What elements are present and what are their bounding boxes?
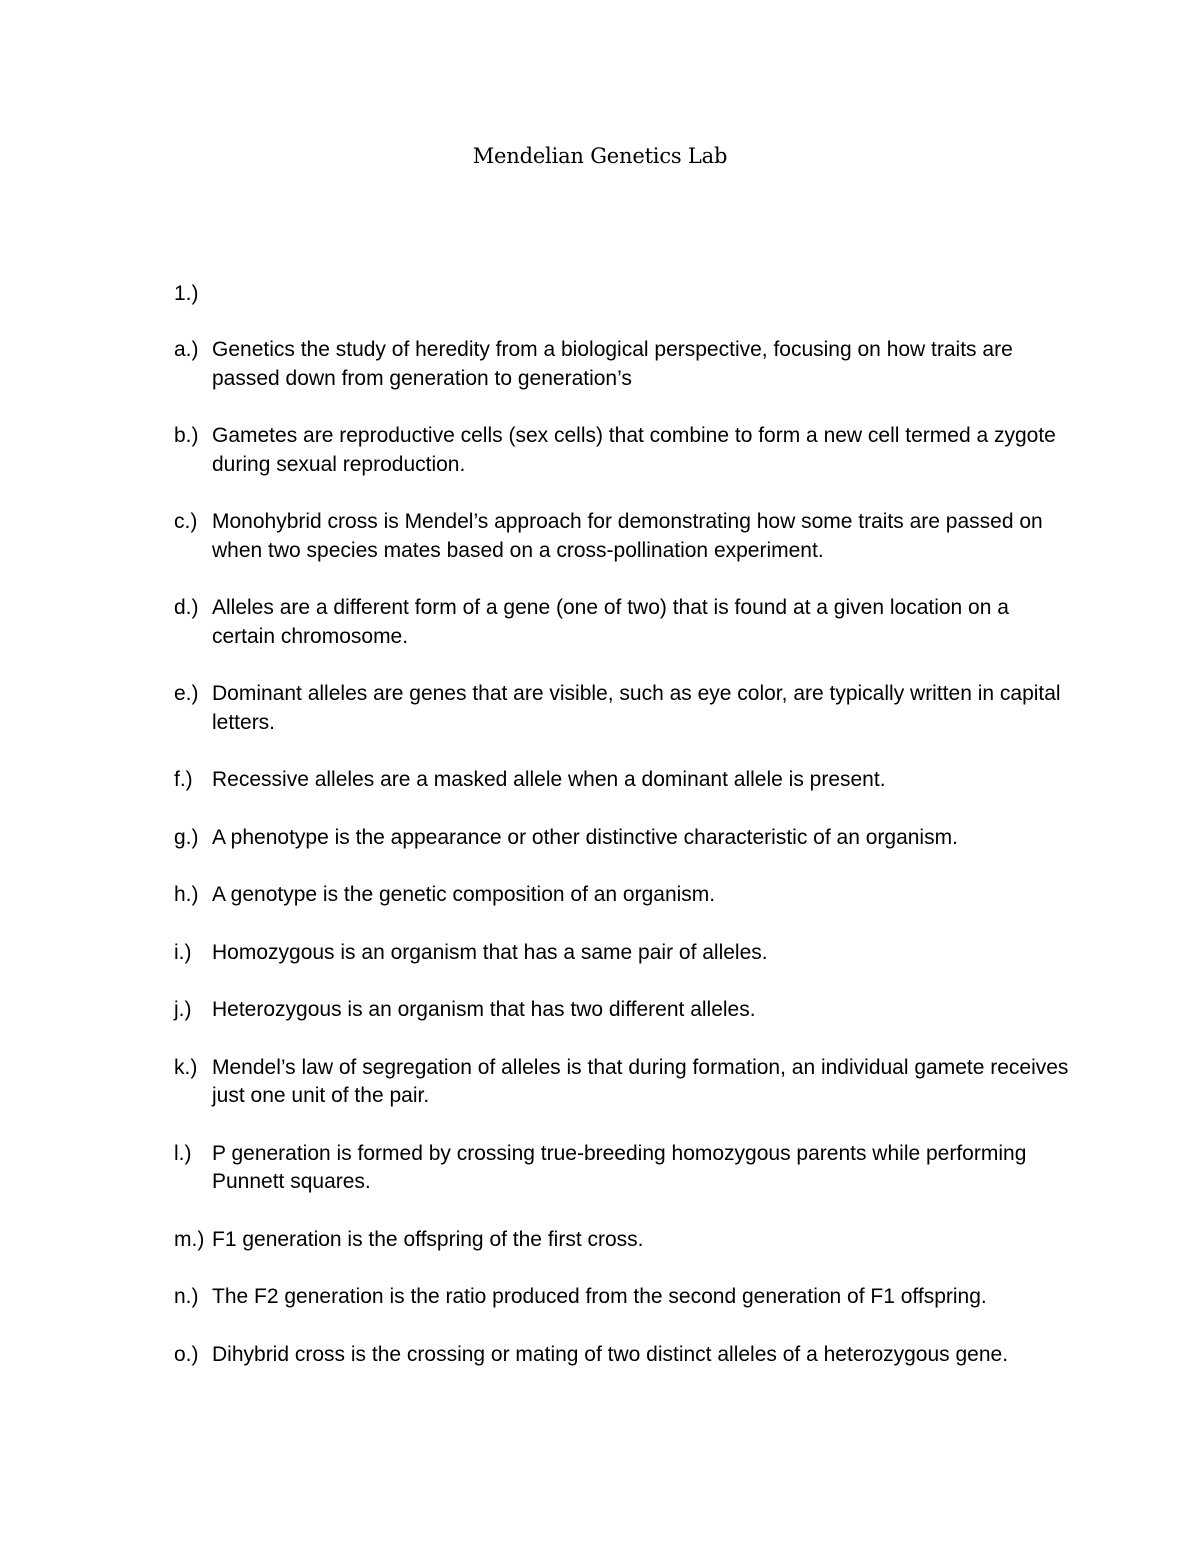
list-item [174,939,1074,968]
item-text: Recessive alleles are a masked allele when a dominant allele is present. [212,768,886,791]
item-text: A genotype is the genetic composition of an organism. [212,883,716,906]
item-marker: e.) [174,682,199,705]
list-item [174,508,1074,565]
item-marker: k.) [174,1055,198,1079]
item-text: Gametes are reproductive cells (sex cells) that combine to form a new cell termed a zygote during sexual reproduction. [212,424,1056,476]
list-item [174,594,1074,651]
item-marker: g.) [174,825,199,849]
item-marker: c.) [174,510,198,533]
item-text: Mendel’s law of segregation of alleles is that during formation, an individual gamete receives just one unit of the pair. [212,1055,1069,1107]
item-text: Homozygous is an organism that has a same pair of alleles. [212,940,768,964]
item-text: Monohybrid cross is Mendel’s approach for demonstrating how some traits are passed on when two species mates based on a cross-pollination experiment. [212,510,1043,562]
item-marker: n.) [174,1285,199,1308]
list-item [174,680,1074,737]
list-item [174,996,1074,1025]
document-title: Mendelian Genetics Lab [472,144,728,168]
item-marker: a.) [174,338,199,361]
list-item [174,1341,1074,1370]
list-item [174,1140,1074,1197]
item-text: P generation is formed by crossing true-breeding homozygous parents while performing Punnett squares. [212,1141,1027,1193]
item-marker: h.) [174,883,199,906]
item-marker: l.) [174,1141,192,1165]
list-item [174,1283,1074,1312]
item-marker: i.) [174,940,192,964]
item-text: Heterozygous is an organism that has two different alleles. [212,998,756,1021]
item-marker: f.) [174,768,193,791]
item-marker: m.) [174,1227,205,1251]
item-text: Alleles are a different form of a gene (one of two) that is found at a given location on a certain chromosome. [212,596,1009,648]
item-text: The F2 generation is the ratio produced from the second generation of F1 offspring. [212,1285,987,1308]
list-item [174,824,1074,853]
definition-list [174,336,1074,1398]
item-marker: b.) [174,424,199,447]
list-item [174,336,1074,393]
item-marker: j.) [174,998,192,1021]
list-item [174,1226,1074,1255]
list-item [174,1054,1074,1111]
item-text: Dominant alleles are genes that are visible, such as eye color, are typically written in capital letters. [212,682,1061,734]
question-number: 1.) [174,282,199,305]
item-marker: o.) [174,1342,199,1366]
item-text: F1 generation is the offspring of the first cross. [212,1227,644,1251]
list-item [174,766,1074,795]
item-marker: d.) [174,596,199,619]
item-text: Genetics the study of heredity from a biological perspective, focusing on how traits are passed down from generation to generation’s [212,338,1013,390]
list-item [174,422,1074,479]
list-item [174,881,1074,910]
item-text: Dihybrid cross is the crossing or mating of two distinct alleles of a heterozygous gene. [212,1342,1009,1366]
item-text: A phenotype is the appearance or other distinctive characteristic of an organism. [212,825,958,849]
